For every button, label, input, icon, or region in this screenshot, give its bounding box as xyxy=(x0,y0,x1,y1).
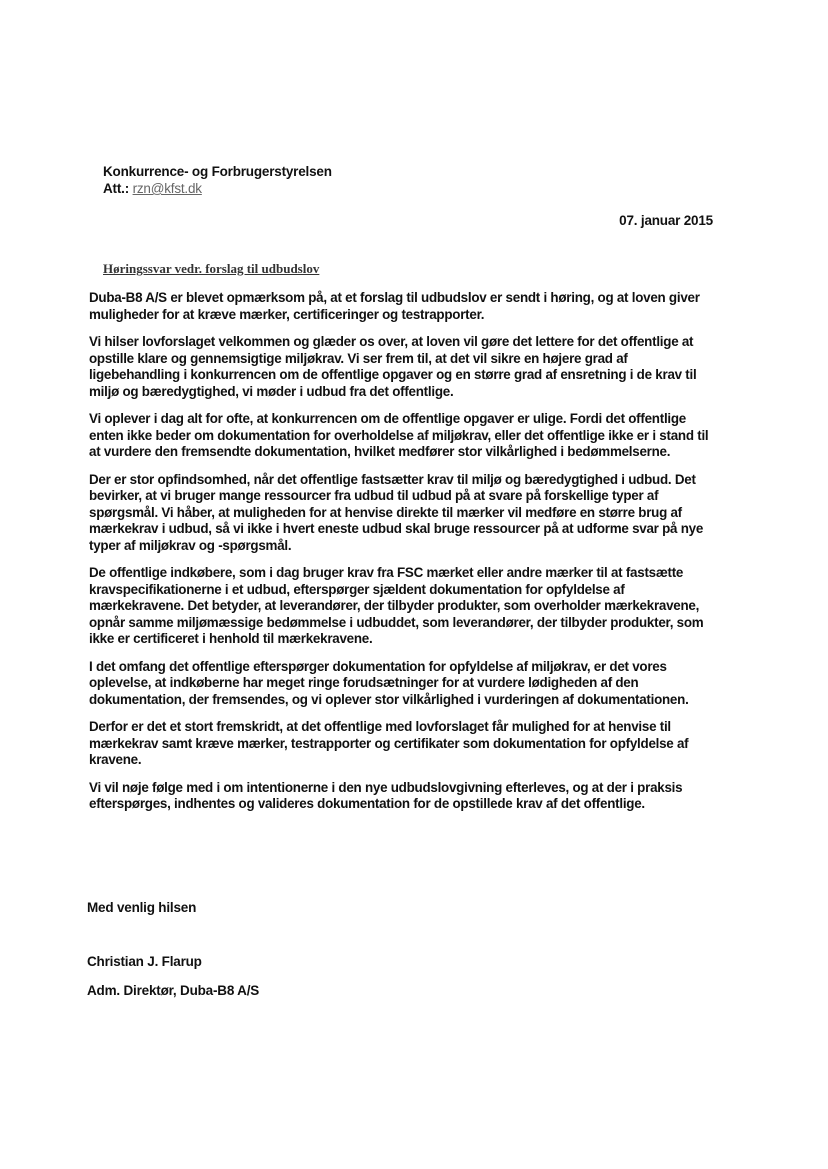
body-paragraph: Derfor er det et stort fremskridt, at det offentlige med lovforslaget får mulighed for at henvise til mærkekrav samt kræve mærker, testrapporter og certifikater som dokumentation for opfyldelse af kravene. xyxy=(89,719,689,767)
letter-subject: Høringssvar vedr. forslag til udbudslov xyxy=(103,261,320,276)
body-paragraph: Vi hilser lovforslaget velkommen og glæder os over, at loven vil gøre det lettere for det offentlige at opstille klare og gennemsigtige miljøkrav. Vi ser frem til, at det vil sikre en højere grad af ligebehandling i konkurrencen om de offentlige opgaver og en større grad af ensretning i de krav til miljø og bæredygtighed, vi møder i udbud fra det offentlige. xyxy=(89,334,697,399)
body-paragraph: Vi vil nøje følge med i om intentionerne i den nye udbudslovgivning efterleves, og at der i praksis efterspørges, indhentes og valideres dokumentation for de opstillede krav af det offentlige. xyxy=(89,779,683,811)
body-paragraph: Vi oplever i dag alt for ofte, at konkurrencen om de offentlige opgaver er ulige. Fordi det offentlige enten ikke beder om dokumentation for overholdelse af miljøkrav, eller det offentlige ikke er i stand til at vurdere den fremsendte dokumentation, hvilket medfører stor vilkårlighed i bedømmelserne. xyxy=(89,411,709,459)
body-paragraph: Duba-B8 A/S er blevet opmærksom på, at et forslag til udbudslov er sendt i høring, og at loven giver muligheder for at kræve mærker, certificeringer og testrapporter. xyxy=(89,290,700,322)
letter-date: 07. januar 2015 xyxy=(619,213,713,228)
att-label: Att.: xyxy=(103,181,129,196)
body-paragraph: I det omfang det offentlige efterspørger dokumentation for opfyldelse af miljøkrav, er det vores oplevelse, at indkøberne har meget ringe forudsætninger for at vurdere lødigheden af den dokumentation, der fremsendes, og vi oplever stor vilkårlighed i vurderingen af dokumentationen. xyxy=(89,658,689,707)
recipient-email-link[interactable]: rzn@kfst.dk xyxy=(132,181,202,196)
recipient-organization: Konkurrence- og Forbrugerstyrelsen xyxy=(103,164,332,179)
recipient-att-line xyxy=(103,180,332,197)
recipient-block xyxy=(103,163,332,197)
signer-title: Adm. Direktør, Duba-B8 A/S xyxy=(87,983,260,998)
body-paragraph: De offentlige indkøbere, som i dag bruger krav fra FSC mærket eller andre mærker til at fastsætte kravspecifikationerne i et udbud, efterspørger sjældent dokumentation for opfyldelse af mærkekravene. Det betyder, at leverandører, der tilbyder produkter, som overholder mærkekravene, opnår samme miljømæssige bedømmelse i udbuddet, som leverandører, der tilbyder produkter, som ikke er certificeret i henhold til mærkekravene. xyxy=(89,565,704,646)
closing-greeting: Med venlig hilsen xyxy=(87,900,197,915)
letter-body xyxy=(89,290,714,824)
signer-name: Christian J. Flarup xyxy=(87,954,202,969)
body-paragraph: Der er stor opfindsomhed, når det offentlige fastsætter krav til miljø og bæredygtighed i udbud. Det bevirker, at vi bruger mange ressourcer fra udbud til udbud på at svare på forskellige typer af spørgsmål. Vi håber, at muligheden for at henvise direkte til mærker vil medføre en større brug af mærkekrav i udbud, så vi ikke i hvert eneste udbud skal bruge ressourcer på at udforme svar på nye typer af miljøkrav og -spørgsmål. xyxy=(89,471,704,553)
